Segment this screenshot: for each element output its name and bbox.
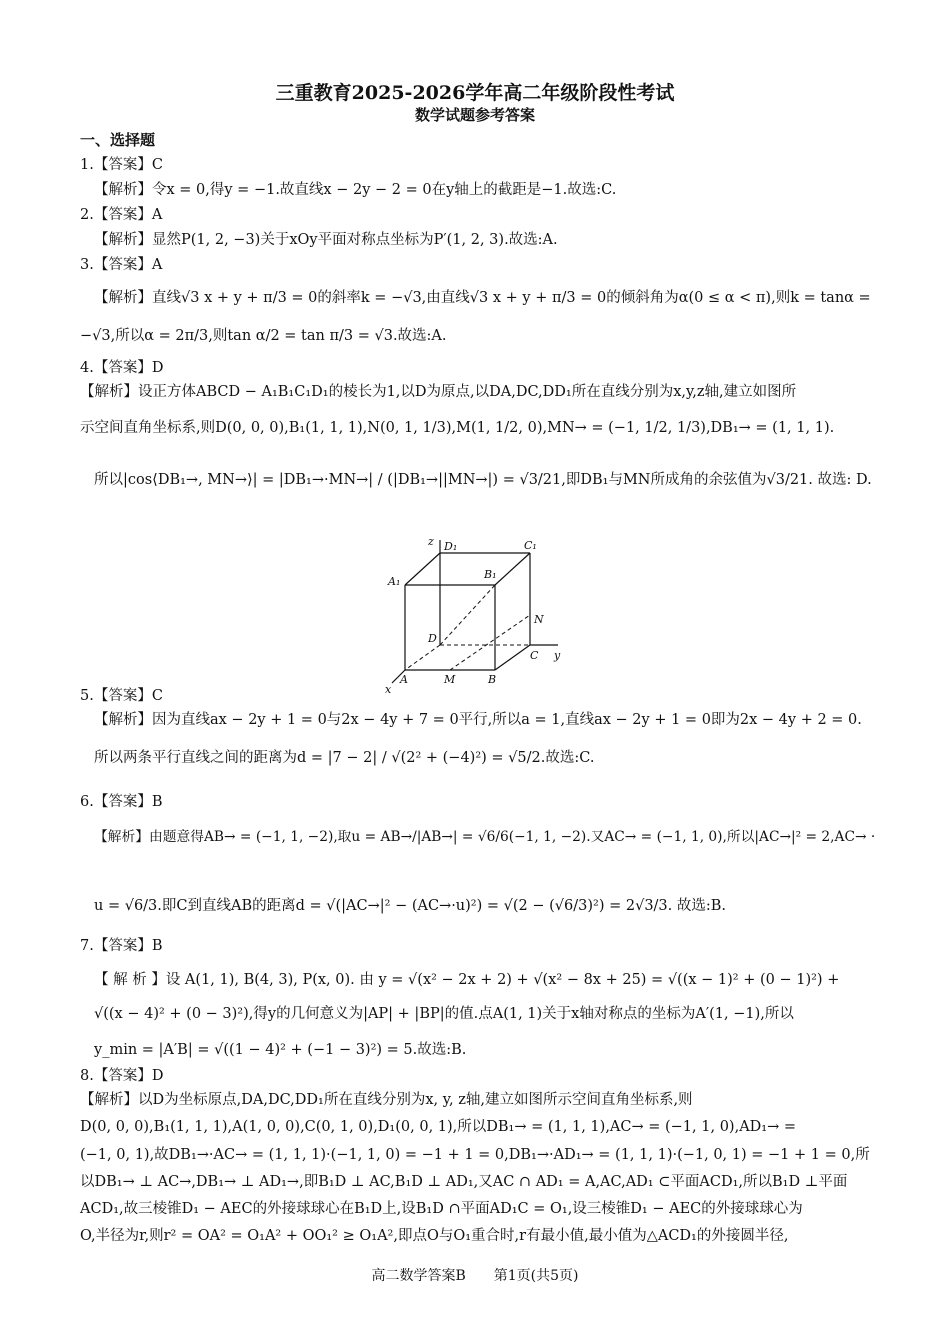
edge-d-a bbox=[405, 645, 440, 670]
q3-explanation-1: 【解析】直线√3 x + y + π/3 = 0的斜率k = −√3,由直线√3 x + y + π/3 = 0的倾斜角为α(0 ≤ α < π),则k = tanα = bbox=[94, 290, 871, 306]
q1-answer: 1.【答案】C bbox=[80, 157, 163, 173]
page-footer: 高二数学答案B 第1页(共5页) bbox=[371, 1268, 579, 1284]
label-b1: B₁ bbox=[484, 568, 497, 581]
q8-explanation-2: D(0, 0, 0),B₁(1, 1, 1),A(1, 0, 0),C(0, 1, 0),D₁(0, 0, 1),所以DB₁→ = (1, 1, 1),AC→ = (−1, 1, 0),AD₁→ = bbox=[80, 1119, 797, 1135]
label-n: N bbox=[534, 613, 544, 626]
label-d1: D₁ bbox=[444, 540, 458, 553]
q4-explanation-2: 示空间直角坐标系,则D(0, 0, 0),B₁(1, 1, 1),N(0, 1, 1/3),M(1, 1/2, 0),MN→ = (−1, 1/2, 1/3),DB₁→ = (1, 1, 1). bbox=[80, 420, 835, 436]
edge-b-c bbox=[495, 645, 530, 670]
q8-explanation-5: ACD₁,故三棱锥D₁ − AEC的外接球球心在B₁D上,设B₁D ∩平面AD₁C = O₁,设三棱锥D₁ − AEC的外接球球心为 bbox=[80, 1201, 803, 1217]
q8-explanation-3: (−1, 0, 1),故DB₁→·AC→ = (1, 1, 1)·(−1, 1, 0) = −1 + 1 = 0,DB₁→·AD₁→ = (1, 1, 1)·(−1, 0, 1) = −1 + 1 = 0,所 bbox=[80, 1147, 870, 1163]
q8-explanation-4: 以DB₁→ ⊥ AC→,DB₁→ ⊥ AD₁→,即B₁D ⊥ AC,B₁D ⊥ AD₁,又AC ∩ AD₁ = A,AC,AD₁ ⊂平面ACD₁,所以B₁D ⊥平面 bbox=[80, 1174, 848, 1190]
q2-explanation: 【解析】显然P(1, 2, −3)关于xOy平面对称点坐标为P′(1, 2, 3).故选:A. bbox=[94, 232, 558, 248]
q4-answer: 4.【答案】D bbox=[80, 360, 164, 376]
q5-explanation-1: 【解析】因为直线ax − 2y + 1 = 0与2x − 4y + 7 = 0平行,所以a = 1,直线ax − 2y + 1 = 0即为2x − 4y + 2 = 0. bbox=[94, 712, 862, 728]
q6-explanation-1: 【解析】由题意得AB→ = (−1, 1, −2),取u = AB→/|AB→| = √6/6(−1, 1, −2).又AC→ = (−1, 1, 0),所以|AC→|² = 2,AC→ · bbox=[94, 829, 876, 845]
q4-explanation-1: 【解析】设正方体ABCD − A₁B₁C₁D₁的棱长为1,以D为原点,以DA,DC,DD₁所在直线分别为x,y,z轴,建立如图所 bbox=[80, 384, 797, 400]
section-heading: 一、选择题 bbox=[80, 131, 156, 149]
q1-explanation: 【解析】令x = 0,得y = −1.故直线x − 2y − 2 = 0在y轴上的截距是−1.故选:C. bbox=[94, 182, 617, 198]
label-c1: C₁ bbox=[524, 539, 537, 552]
q3-explanation-2: −√3,所以α = 2π/3,则tan α/2 = tan π/3 = √3.故选:A. bbox=[80, 328, 447, 344]
q8-explanation-1: 【解析】以D为坐标原点,DA,DC,DD₁所在直线分别为x, y, z轴,建立如图所示空间直角坐标系,则 bbox=[80, 1092, 693, 1108]
label-b: B bbox=[488, 673, 497, 686]
q6-answer: 6.【答案】B bbox=[80, 794, 163, 810]
q7-explanation-1: 【 解 析 】设 A(1, 1), B(4, 3), P(x, 0). 由 y = √(x² − 2x + 2) + √(x² − 8x + 25) = √((x − 1)² + (0 − 1)²) + bbox=[94, 972, 840, 988]
diagonal-d-b1 bbox=[440, 585, 495, 645]
label-y: y bbox=[554, 649, 561, 662]
q5-answer: 5.【答案】C bbox=[80, 688, 163, 704]
q7-answer: 7.【答案】B bbox=[80, 938, 163, 954]
q4-explanation-3: 所以|cos⟨DB₁→, MN→⟩| = |DB₁→·MN→| / (|DB₁→||MN→|) = √3/21,即DB₁与MN所成角的余弦值为√3/21. 故选: D. bbox=[94, 472, 872, 488]
label-z: z bbox=[428, 535, 434, 548]
q2-answer: 2.【答案】A bbox=[80, 207, 163, 223]
q3-answer: 3.【答案】A bbox=[80, 257, 163, 273]
segment-m-n bbox=[450, 615, 530, 670]
q5-explanation-2: 所以两条平行直线之间的距离为d = |7 − 2| / √(2² + (−4)²) = √5/2.故选:C. bbox=[94, 750, 595, 766]
label-a1: A₁ bbox=[388, 575, 401, 588]
q8-explanation-6: O,半径为r,则r² = OA² = O₁A² + OO₁² ≥ O₁A²,即点O与O₁重合时,r有最小值,最小值为△ACD₁的外接圆半径, bbox=[80, 1228, 789, 1244]
label-a: A bbox=[400, 673, 408, 686]
page-title: 三重教育2025-2026学年高二年级阶段性考试 bbox=[275, 82, 675, 104]
q7-explanation-3: y_min = |A′B| = √((1 − 4)² + (−1 − 3)²) = 5.故选:B. bbox=[94, 1042, 467, 1058]
edge-a1-d1 bbox=[405, 553, 440, 585]
q7-explanation-2: √((x − 4)² + (0 − 3)²),得y的几何意义为|AP| + |BP|的值.点A(1, 1)关于x轴对称点的坐标为A′(1, −1),所以 bbox=[94, 1006, 794, 1022]
label-x: x bbox=[385, 683, 392, 695]
page-subtitle: 数学试题参考答案 bbox=[414, 106, 535, 124]
q6-explanation-2: u = √6/3.即C到直线AB的距离d = √(|AC→|² − (AC→·u)²) = √(2 − (√6/3)²) = 2√3/3. 故选:B. bbox=[94, 898, 727, 914]
edge-b1-c1 bbox=[495, 553, 530, 585]
q8-answer: 8.【答案】D bbox=[80, 1068, 164, 1084]
label-d: D bbox=[428, 632, 437, 645]
label-c: C bbox=[530, 649, 539, 662]
cube-figure bbox=[380, 535, 580, 695]
label-m: M bbox=[444, 673, 456, 686]
